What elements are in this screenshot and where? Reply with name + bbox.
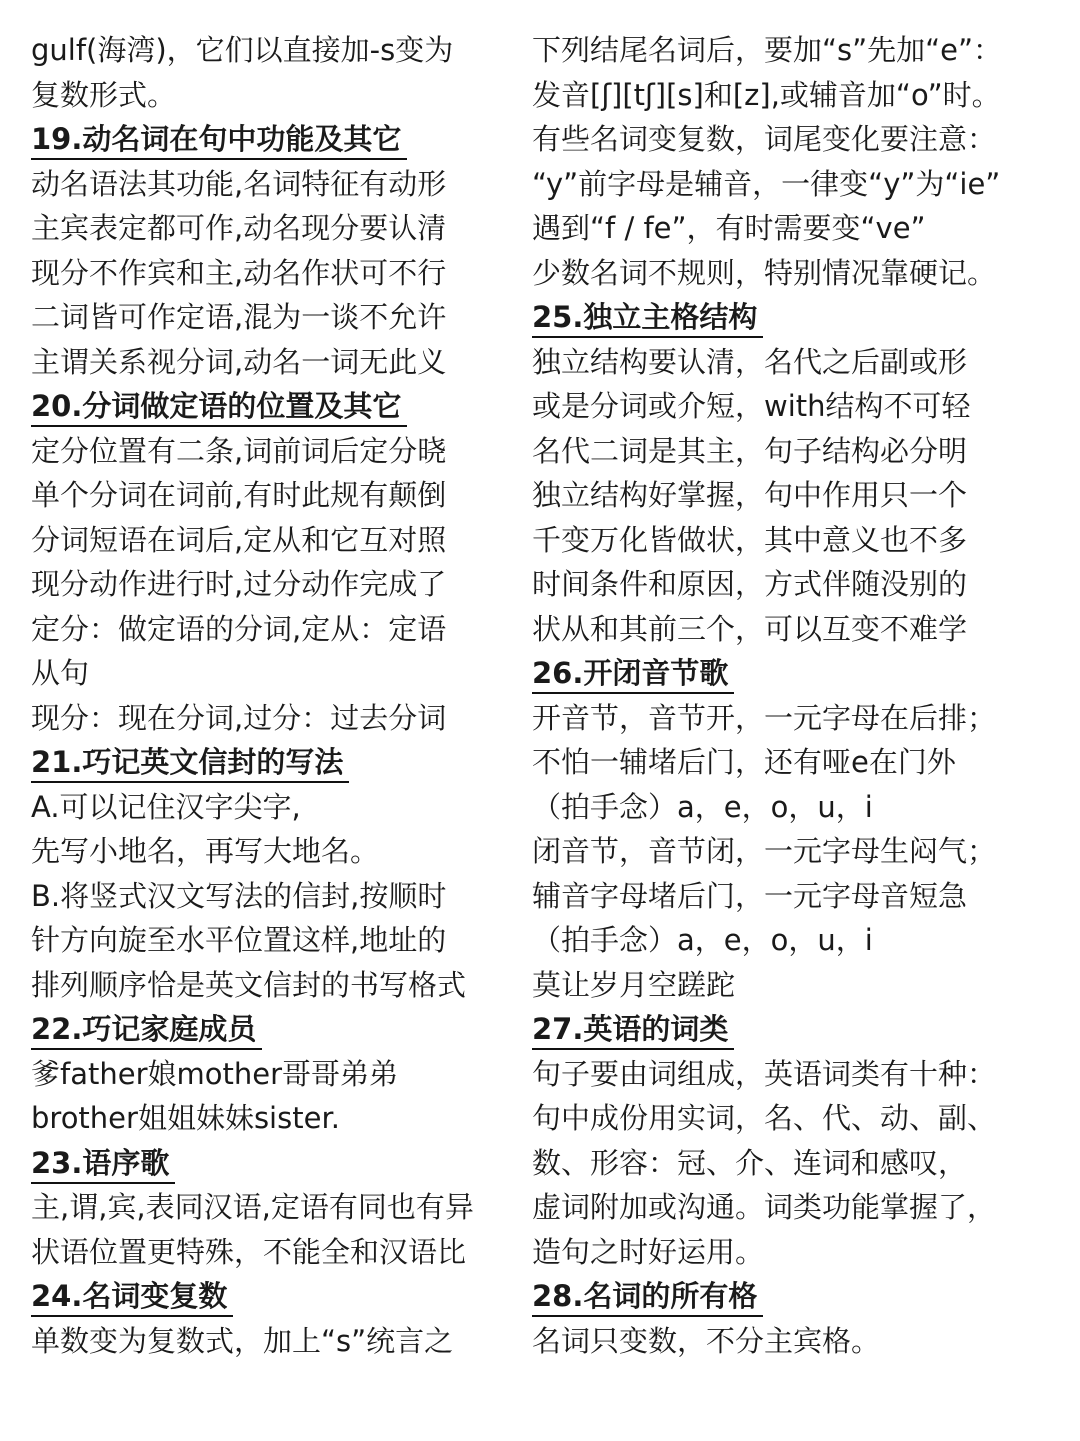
text-line: 主谓关系视分词,动名一词无此义 xyxy=(31,344,447,379)
section-heading-text: 26.开闭音节歌 xyxy=(532,654,734,694)
text-line: （拍手念）a，e，o，u，i xyxy=(532,789,873,824)
text-line: 动名语法其功能,名词特征有动形 xyxy=(31,166,447,201)
text-line: 先写小地名，再写大地名。 xyxy=(31,834,380,868)
section-heading xyxy=(31,117,521,162)
text-line: 排列顺序恰是英文信封的书写格式 xyxy=(31,967,467,1002)
section-heading xyxy=(532,295,1062,340)
section-heading xyxy=(31,1141,521,1186)
section-heading xyxy=(532,1274,1062,1319)
section-heading-text: 28.名词的所有格 xyxy=(532,1277,763,1317)
text-line: 现分：现在分词,过分：过去分词 xyxy=(31,700,447,735)
text-line: 独立结构好掌握，句中作用只一个 xyxy=(532,478,968,512)
text-line: 句子要由词组成，英语词类有十种： xyxy=(532,1056,997,1091)
section-heading-text: 22.巧记家庭成员 xyxy=(31,1010,262,1050)
section-heading xyxy=(31,1274,521,1319)
text-line: 分词短语在词后,定从和它互对照 xyxy=(31,522,447,557)
text-line: 开音节，音节开，一元字母在后排； xyxy=(532,700,997,735)
section-heading xyxy=(31,384,521,429)
text-line: 单数变为复数式，加上“s”统言之 xyxy=(31,1323,454,1358)
section-heading xyxy=(31,1007,521,1052)
section-heading-text: 19.动名词在句中功能及其它 xyxy=(31,120,407,160)
text-line: 针方向旋至水平位置这样,地址的 xyxy=(31,923,447,957)
text-line: 定分位置有二条,词前词后定分晓 xyxy=(31,433,447,468)
text-line: 复数形式。 xyxy=(31,77,177,112)
text-line: 独立结构要认清，名代之后副或形 xyxy=(532,344,968,379)
text-line: 主,谓,宾,表同汉语,定语有同也有异 xyxy=(31,1190,474,1224)
text-line: 现分动作进行时,过分动作完成了 xyxy=(31,567,447,601)
section-heading-text: 21.巧记英文信封的写法 xyxy=(31,743,349,783)
section-heading-text: 20.分词做定语的位置及其它 xyxy=(31,387,407,427)
text-line: 名词只变数，不分主宾格。 xyxy=(532,1323,881,1358)
text-line: 定分：做定语的分词,定从：定语 xyxy=(31,611,447,646)
text-line: 主宾表定都可作,动名现分要认清 xyxy=(31,211,447,245)
text-line: 数、形容：冠、介、连词和感叹， xyxy=(532,1145,968,1180)
text-line: 时间条件和原因，方式伴随没别的 xyxy=(532,567,968,601)
text-line: 状语位置更特殊，不能全和汉语比 xyxy=(31,1234,467,1269)
text-line: 千变万化皆做状，其中意义也不多 xyxy=(532,522,968,557)
section-heading xyxy=(532,651,1062,696)
text-line: （拍手念）a，e，o，u，i xyxy=(532,923,873,957)
text-line: 辅音字母堵后门，一元字母音短急 xyxy=(532,878,968,913)
text-line: 不怕一辅堵后门，还有哑e在门外 xyxy=(532,745,956,779)
left-column xyxy=(31,28,521,1363)
text-line: “y”前字母是辅音，一律变“y”为“ie” xyxy=(532,166,1001,201)
text-line: brother姐姐妹妹sister. xyxy=(31,1101,340,1135)
text-line: 二词皆可作定语,混为一谈不允许 xyxy=(31,300,447,334)
section-heading xyxy=(532,1007,1062,1052)
section-heading-text: 25.独立主格结构 xyxy=(532,298,763,338)
section-heading xyxy=(31,740,521,785)
text-line: 发音[ʃ][tʃ][s]和[z],或辅音加“o”时。 xyxy=(532,77,1001,112)
text-line: B.将竖式汉文写法的信封,按顺时 xyxy=(31,878,447,913)
text-line: 或是分词或介短，with结构不可轻 xyxy=(532,389,971,423)
section-heading-text: 23.语序歌 xyxy=(31,1144,175,1184)
text-line: 虚词附加或沟通。词类功能掌握了， xyxy=(532,1190,997,1224)
text-line: 状从和其前三个，可以互变不难学 xyxy=(532,611,968,646)
text-line: 遇到“f / fe”，有时需要变“ve” xyxy=(532,211,926,245)
text-line: 有些名词变复数，词尾变化要注意： xyxy=(532,122,997,156)
text-line: 少数名词不规则，特别情况靠硬记。 xyxy=(532,255,997,290)
text-line: 现分不作宾和主,动名作状可不行 xyxy=(31,255,447,290)
text-line: 名代二词是其主，句子结构必分明 xyxy=(532,433,968,468)
text-line: 爹father娘mother哥哥弟弟 xyxy=(31,1056,399,1091)
text-line: 下列结尾名词后，要加“s”先加“e”： xyxy=(532,33,1003,67)
text-line: gulf(海湾)，它们以直接加-s变为 xyxy=(31,33,454,67)
text-line: 句中成份用实词，名、代、动、副、 xyxy=(532,1101,997,1135)
section-heading-text: 27.英语的词类 xyxy=(532,1010,734,1050)
text-line: 莫让岁月空蹉跎 xyxy=(532,967,736,1002)
text-line: 闭音节，音节闭，一元字母生闷气； xyxy=(532,834,997,868)
text-line: 从句 xyxy=(31,656,90,690)
text-line: A.可以记住汉字尖字, xyxy=(31,789,301,824)
section-heading-text: 24.名词变复数 xyxy=(31,1277,233,1317)
text-line: 造句之时好运用。 xyxy=(532,1234,765,1269)
right-column xyxy=(532,28,1062,1363)
text-line: 单个分词在词前,有时此规有颠倒 xyxy=(31,478,447,512)
